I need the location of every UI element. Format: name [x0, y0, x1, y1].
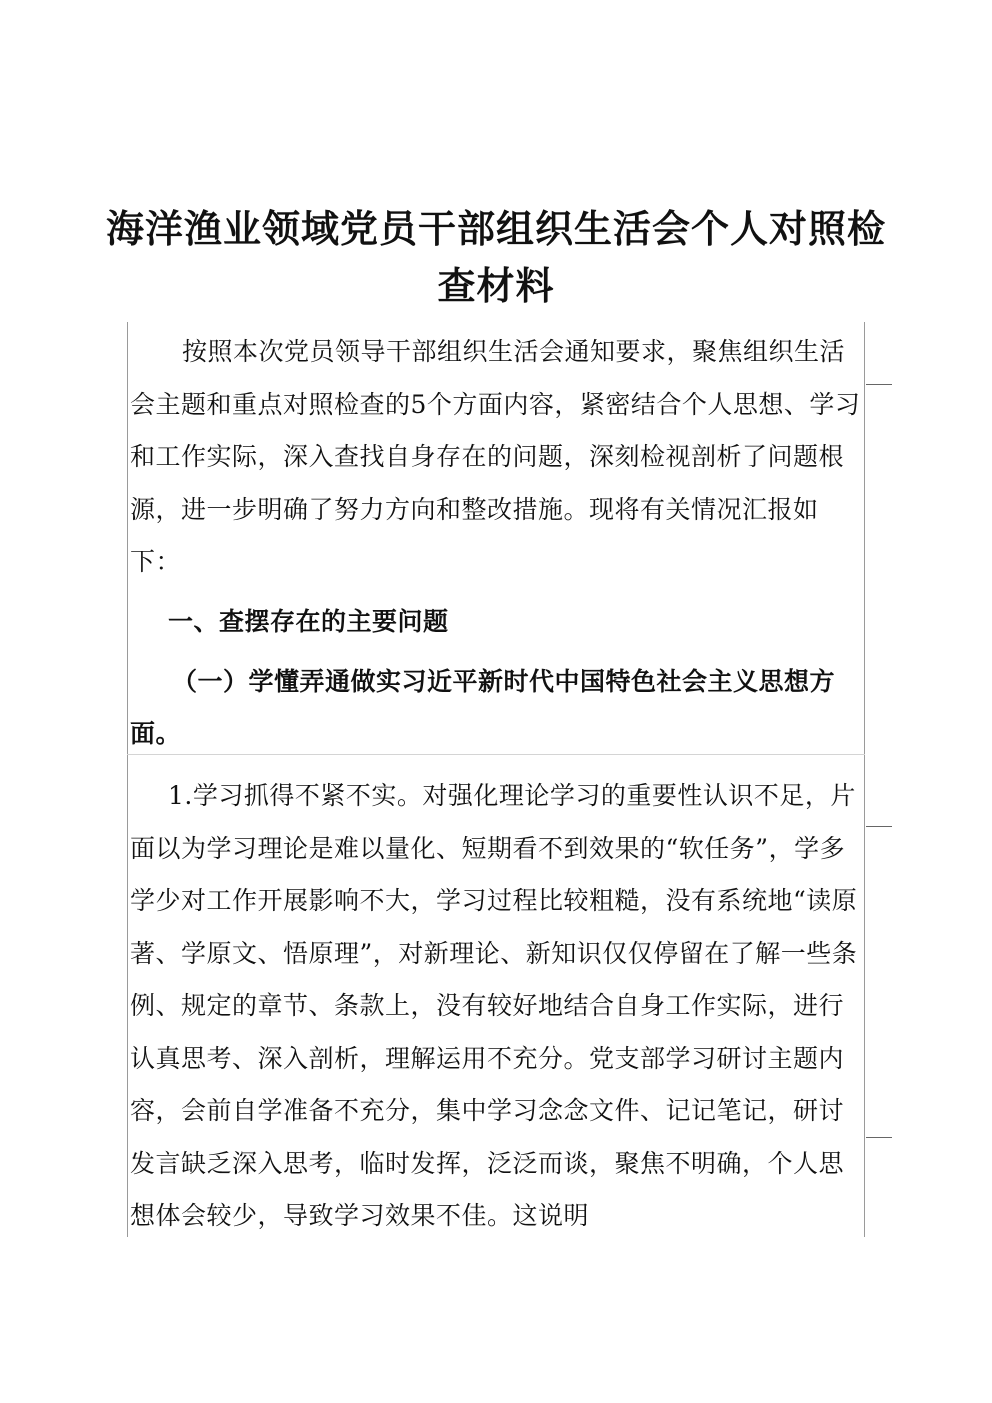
text-frame-left-border — [127, 322, 128, 1237]
item-paragraph: 1.学习抓得不紧不实。对强化理论学习的重要性认识不足，片面以为学习理论是难以量化、短期看不到效果的“软任务”，学多学少对工作开展影响不大，学习过程比较粗糙，没有系统地“读原著、学原文、悟原理”，对新理论、新知识仅仅停留在了解一些条例、规定的章节、条款上，没有较好地结合自身工作实际，进行认真思考、深入剖析，理解运用不充分。党支部学习研讨主题内容，会前自学准备不充分，集中学习念念文件、记记笔记，研讨发言缺乏深入思考，临时发挥，泛泛而谈，聚焦不明确，个人思想体会较少，导致学习效果不佳。这说明 — [130, 781, 858, 1230]
subsection-heading: （一）学懂弄通做实习近平新时代中国特色社会主义思想方面。 — [130, 667, 836, 748]
revision-mark — [866, 384, 892, 385]
title-line-2: 查材料 — [437, 263, 555, 308]
revision-mark — [866, 826, 892, 827]
revision-mark — [866, 1137, 892, 1138]
intro-paragraph: 按照本次党员领导干部组织生活会通知要求，聚焦组织生活会主题和重点对照检查的5个方面内容，紧密结合个人思想、学习和工作实际，深入查找自身存在的问题，深刻检视剖析了问题根源，进一步明确了努力方向和整改措施。现将有关情况汇报如下： — [130, 337, 861, 576]
text-frame-right-border — [864, 322, 865, 1237]
document-title — [0, 200, 992, 314]
title-line-1: 海洋渔业领域党员干部组织生活会个人对照检 — [105, 206, 886, 251]
section-heading: 一、查摆存在的主要问题 — [168, 607, 449, 636]
